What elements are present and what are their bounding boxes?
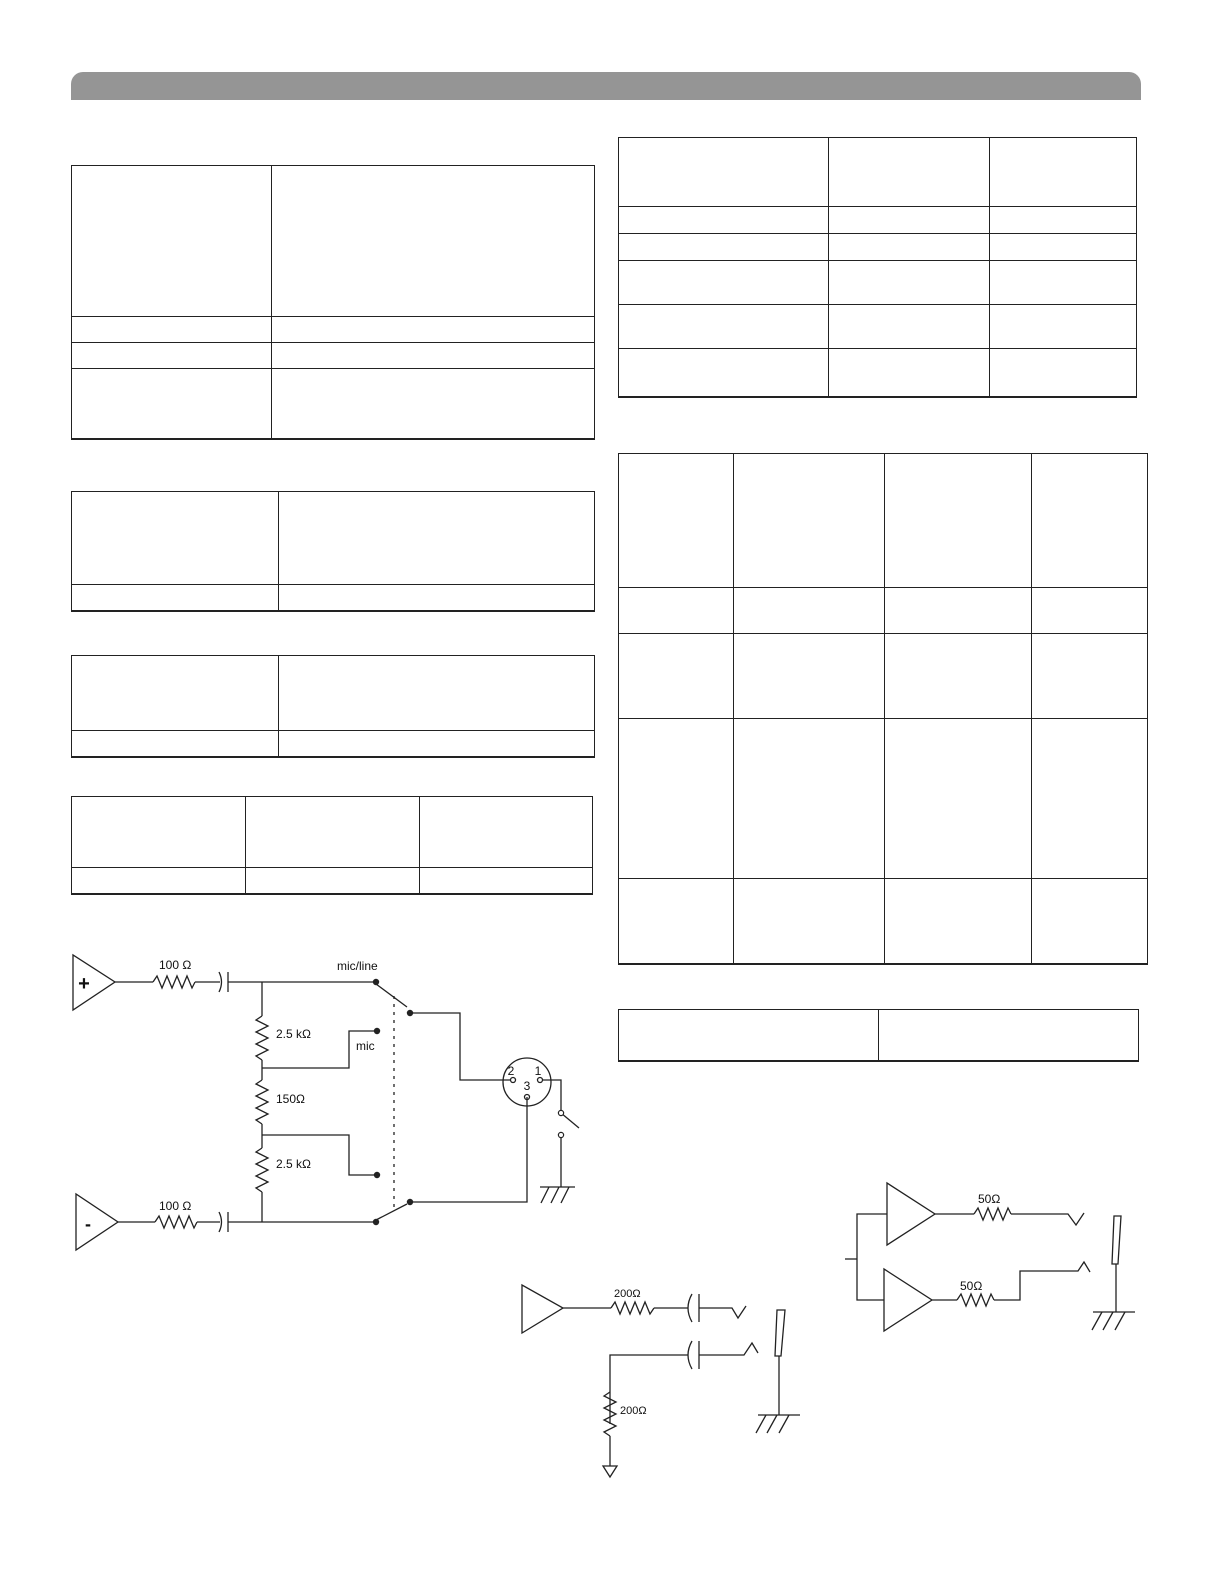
amplifier-minus-icon [76,1194,118,1250]
resistor-icon [611,1302,654,1314]
section-header-bar [71,72,1141,100]
plus-symbol: + [78,973,90,995]
cell [272,317,595,343]
cell [619,634,734,719]
amplifier-icon [522,1285,563,1333]
cell [619,261,829,305]
resistor-label-top: 100 Ω [159,958,192,972]
cell [1032,879,1148,964]
cell [272,439,595,440]
cell [990,138,1137,207]
cell [279,492,595,585]
cell [72,797,246,868]
pad-resistor-label-3: 2.5 kΩ [276,1157,311,1171]
cell [734,588,885,634]
cell [246,868,420,894]
cell [272,343,595,369]
cell [619,138,829,207]
jack-sleeve-icon [1112,1216,1121,1264]
cell [72,656,279,731]
switch-label: mic/line [337,959,378,973]
cell [619,964,734,965]
cell [72,585,279,611]
cell [72,868,246,894]
cell [619,1061,879,1062]
cell [72,611,279,612]
cell [1032,964,1148,965]
cell [879,1010,1139,1061]
cell [829,305,990,349]
cell [734,719,885,879]
cell [279,656,595,731]
resistor-label-bottom: 100 Ω [159,1199,192,1213]
cell [990,305,1137,349]
cell [72,757,279,758]
cell [420,797,593,868]
resistor-icon [957,1294,994,1306]
cell [734,879,885,964]
cell [72,894,246,895]
amplifier-top-icon [887,1183,935,1245]
minus-symbol: - [85,1214,91,1234]
cell [619,454,734,588]
resistor-icon [256,1080,268,1124]
xlr-pin-1-label: 1 [534,1064,542,1078]
cell [619,207,829,234]
spec-table-6 [618,453,1148,965]
xlr-pin-2-label: 2 [507,1064,515,1078]
cell [885,454,1032,588]
cell [279,585,595,611]
cell [990,397,1137,398]
cell [1032,588,1148,634]
resistor-icon [155,1216,197,1228]
cell [72,317,272,343]
mic-label: mic [356,1039,375,1053]
cell [72,343,272,369]
spec-table-5 [618,137,1137,398]
cell [272,369,595,439]
cell [734,454,885,588]
cell [72,166,272,317]
cell [619,397,829,398]
pad-resistor-label-1: 2.5 kΩ [276,1027,311,1041]
cell [272,166,595,317]
cell [1032,634,1148,719]
xlr-pin-3-label: 3 [523,1079,531,1093]
cell [72,369,272,439]
cell [885,964,1032,965]
cell [990,261,1137,305]
cell [829,397,990,398]
cell [885,719,1032,879]
cell [990,207,1137,234]
cell [829,234,990,261]
resistor-icon [153,976,195,988]
cell [829,207,990,234]
spec-table-2 [71,491,595,612]
dual-output-schematic [840,1175,1140,1335]
cell [829,138,990,207]
cell [246,894,420,895]
cell [734,964,885,965]
cell [246,797,420,868]
cell [619,719,734,879]
cell [885,879,1032,964]
capacitor-icon [688,1341,692,1369]
cell [279,611,595,612]
shunt-resistor-label: 200Ω [620,1405,647,1417]
cell [885,634,1032,719]
cell [1032,454,1148,588]
cell [619,879,734,964]
ground-icon [603,1466,617,1477]
spec-table-3 [71,655,595,758]
cell [619,305,829,349]
pad-resistor-label-2: 150Ω [276,1092,305,1106]
resistor-icon [256,1016,268,1060]
cell [619,234,829,261]
cell [619,349,829,397]
resistor-icon [974,1208,1011,1220]
series-resistor-label: 200Ω [614,1288,641,1300]
cell [279,731,595,757]
cell [279,757,595,758]
balanced-output-schematic [60,945,600,1245]
jack-sleeve-icon [775,1310,785,1356]
resistor-label-bottom: 50Ω [960,1279,983,1293]
cell [885,588,1032,634]
cell [420,894,593,895]
spec-table-7 [618,1009,1139,1062]
resistor-label-top: 50Ω [978,1192,1001,1206]
unbalanced-output-schematic [510,1275,810,1485]
cell [72,492,279,585]
amplifier-bottom-icon [884,1269,932,1331]
cell [72,731,279,757]
cell [619,1010,879,1061]
resistor-icon [256,1148,268,1192]
cell [1032,719,1148,879]
cell [990,349,1137,397]
cell [829,349,990,397]
cell [734,634,885,719]
cell [420,868,593,894]
capacitor-icon [688,1294,692,1322]
cell [619,588,734,634]
cell [990,234,1137,261]
cell [829,261,990,305]
cell [72,439,272,440]
spec-table-4 [71,796,593,895]
cell [879,1061,1139,1062]
spec-table-1 [71,165,595,440]
